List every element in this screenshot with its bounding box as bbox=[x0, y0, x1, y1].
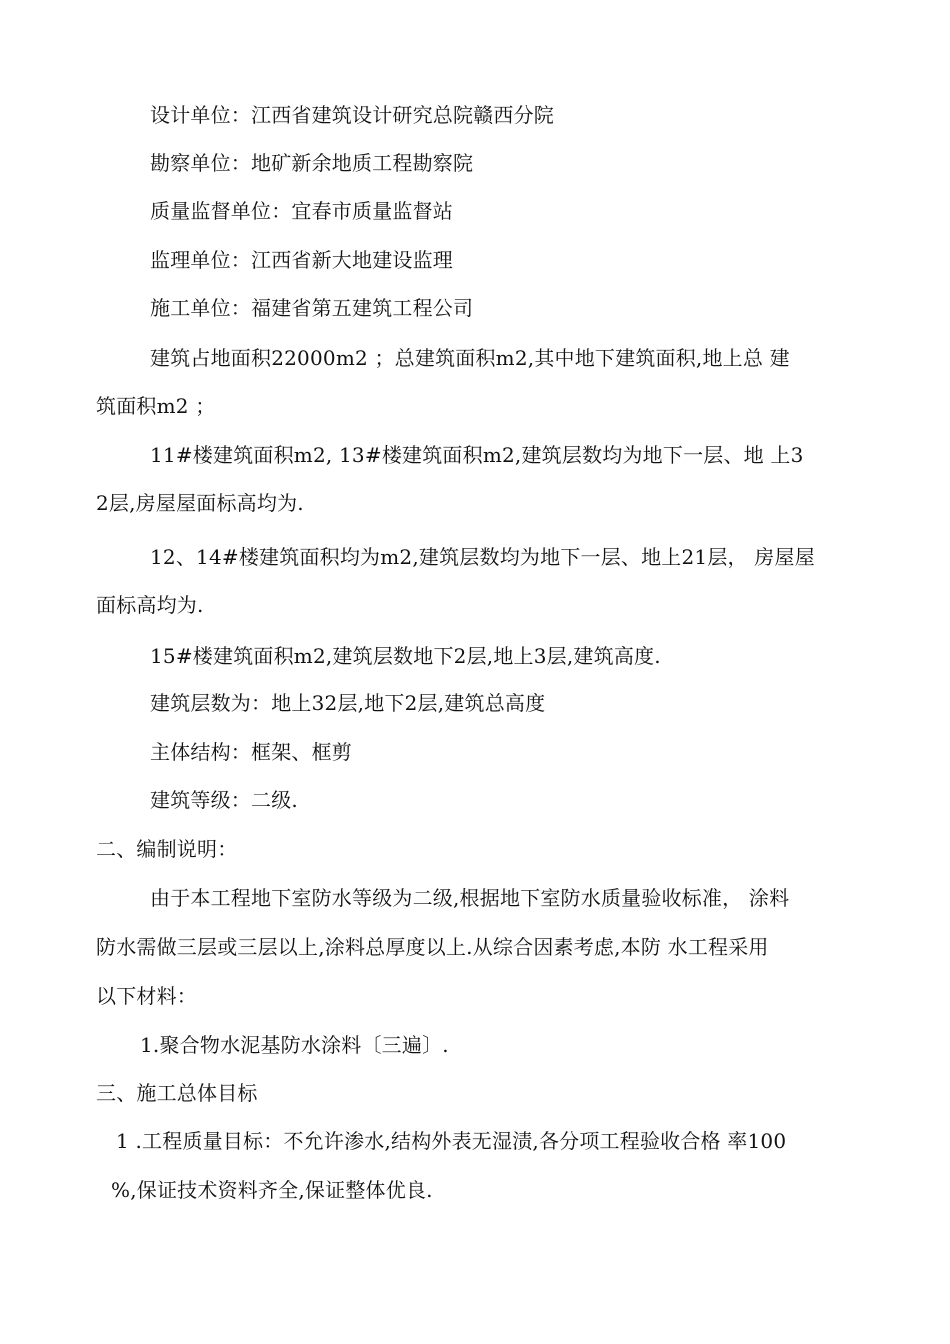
design-unit-line: 设计单位：江西省建筑设计研究总院赣西分院 bbox=[150, 103, 554, 127]
area-paragraph-line-2: 筑面积m2 ； bbox=[96, 394, 216, 418]
quality-goal-line-2: %,保证技术资料齐全,保证整体优良. bbox=[111, 1178, 433, 1202]
quality-supervision-line: 质量监督单位：宜春市质量监督站 bbox=[150, 199, 453, 223]
material-list-item-1: 1.聚合物水泥基防水涂料〔三遍〕. bbox=[140, 1033, 449, 1057]
supervision-unit-line: 监理单位：江西省新大地建设监理 bbox=[150, 248, 453, 272]
survey-unit-line: 勘察单位：地矿新余地质工程勘察院 bbox=[150, 151, 474, 175]
building-11-13-line-1: 11#楼建筑面积m2, 13#楼建筑面积m2,建筑层数均为地下一层、地 上3 bbox=[150, 443, 804, 467]
building-12-14-line-2: 面标高均为. bbox=[96, 593, 204, 617]
section-heading-3: 三、施工总体目标 bbox=[96, 1081, 258, 1105]
waterproof-paragraph-line-1: 由于本工程地下室防水等级为二级,根据地下室防水质量验收标准， 涂料 bbox=[150, 886, 790, 910]
building-grade-line: 建筑等级：二级. bbox=[150, 788, 298, 812]
construction-unit-line: 施工单位：福建省第五建筑工程公司 bbox=[150, 296, 474, 320]
waterproof-paragraph-line-2: 防水需做三层或三层以上,涂料总厚度以上.从综合因素考虑,本防 水工程采用 bbox=[96, 935, 769, 959]
floor-count-line: 建筑层数为：地上32层,地下2层,建筑总高度 bbox=[150, 691, 546, 715]
section-heading-2: 二、编制说明： bbox=[96, 837, 238, 861]
quality-goal-line-1: 1 .工程质量目标：不允许渗水,结构外表无湿渍,各分项工程验收合格 率100 bbox=[116, 1129, 787, 1153]
building-15-line: 15#楼建筑面积m2,建筑层数地下2层,地上3层,建筑高度. bbox=[150, 644, 661, 668]
area-paragraph-line-1: 建筑占地面积22000m2 ；总建筑面积m2,其中地下建筑面积,地上总 建 bbox=[150, 346, 790, 370]
waterproof-paragraph-line-3: 以下材料： bbox=[96, 984, 197, 1008]
main-structure-line: 主体结构：框架、框剪 bbox=[150, 740, 352, 764]
building-12-14-line-1: 12、14#楼建筑面积均为m2,建筑层数均为地下一层、地上21层， 房屋屋 bbox=[150, 545, 815, 569]
building-11-13-line-2: 2层,房屋屋面标高均为. bbox=[96, 491, 304, 515]
